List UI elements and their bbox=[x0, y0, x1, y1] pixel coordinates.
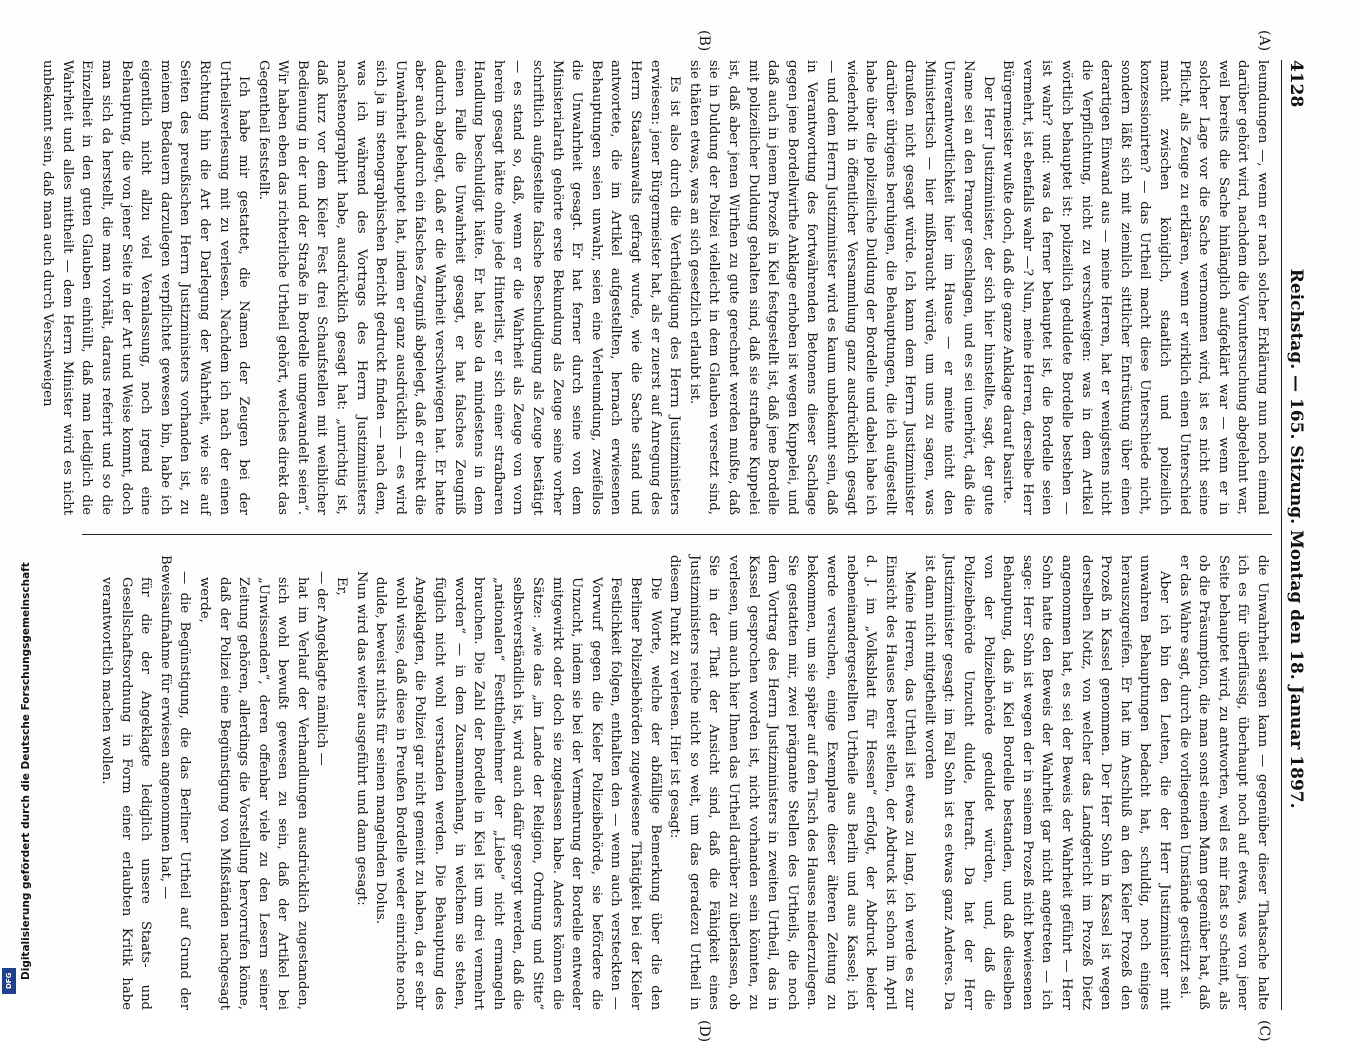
right-aside-1: — der Angeklagte nämlich — bbox=[314, 571, 330, 766]
page-header bbox=[1281, 60, 1310, 1010]
right-aside-2: — die Begünstigung, die das Berliner Urtheil auf Grund der Beweisaufnahme für erwiesen angenommen hat, — bbox=[157, 555, 193, 1010]
left-column bbox=[40, 60, 1272, 515]
margin-marker-a: (A) bbox=[1256, 30, 1272, 52]
left-paragraph-3: Es ist also durch die Vertheidigung des Herrn Justizministers erwiesen: jener Bürgermeister hat, als er zuerst auf Anregung des Herrn Staatsanwalts gefragt wurde, wie die Sache stand und antwortete, die im Artikel aufgestellten, hernach erwiesenen Behauptungen seien unwahr, seien eine Verleumdung, zweifellos die Unwahrheit gesagt. Er hat ferner durch seine von dem Ministerialrath gehörte erste Bekundung als Zeuge seine vorher schriftlich aufgestellte falsche Beschuldigung als Zeuge bestätigt — es stand so, daß, wenn er die Wahrheit als Zeuge von vorn herein gesagt hätte ohne jede Hinterlist, er sich einer strafbaren Handlung beschuldigt hätte. Er hat also da mindestens in dem einen Falle die Unwahrheit gesagt, er hat falsches Zeugniß dadurch abgelegt, daß er die Wahrheit verschwiegen hat. Er hatte aber auch dadurch ein falsches Zeugniß abgelegt, daß er direkt die Unwahrheit behauptet hat, indem er ganz ausdrücklich — es wird sich ja im stenographischen Bericht gedruckt finden — nach dem, was ich während des Vortrags des Herrn Justizministers nachstenographirt habe, ausdrücklich gesagt hat: „unrichtig ist, daß kurz vor dem Kieler Fest drei Schaufstellen mit weiblicher Bedienung in der und der Straße in Bordelle umgewandelt seien“. Wir haben eben das richterliche Urtheil gehört, welches direkt das Gegentheil feststellt. bbox=[255, 60, 683, 515]
left-paragraph-1: leumdungen —, wenn er nach solcher Erklärung nun noch einmal darüber gehört wird, nachdem die Voruntersuchung abgelehnt war, weil bereits die Sache hinlänglich aufgeklärt war — wenn er in solcher Lage vor die Sache vernommen wird, ist es nicht seine Pflicht, als Zeuge zu erklären, wenn er wirklich einen Unterschied macht zwischen königlich, staatlich und polizeilich konzessionirten? — das Urtheil macht diese Unterschiede nicht, sondern läßt sich mit ziemlich sittlicher Entrüstung über einen derartigen Einwand aus — meine Herren, hat er wenigstens nicht die Verpflichtung, nicht zu verschweigen: was in dem Artikel wörtlich behauptet ist: polizeilich geduldete Bordelle bestehen — ist wahr? und: was da ferner behauptet ist, die Bordelle seien vermehrt, ist ebenfalls wahr —? Nun, meine Herren, derselbe Herr Bürgermeister wußte doch, daß die ganze Anklage darauf basirte. bbox=[1000, 60, 1270, 515]
margin-marker-b: (B) bbox=[696, 30, 712, 52]
right-column bbox=[82, 555, 1272, 1010]
right-paragraph-1: die Unwahrheit sagen kann — gegenüber dieser Thatsache halte ich es für überflüssig, überhaupt noch auf etwas, was von jener Seite behauptet wird, zu antworten, weil es mir fast so scheint, als ob die Präsumption, die man sonst einem Mann gegenüber hat, daß er das Wahre sagt, durch die vorliegenden Umstände gestürzt sei. bbox=[1176, 555, 1270, 1010]
margin-marker-d: (D) bbox=[696, 1020, 712, 1042]
left-paragraph-4: Ich habe mir gestattet, die Namen der Zeugen bei der Urtheilsverlesung mit zu verlesen. Nachdem ich nach der einen Richtung hin die Art der Darlegung der Wahrheit, wie sie auf Seiten des preußischen Herrn Justizministers vorhanden ist, zu meinem Bedauern darzulegen verpflichtet gewesen bin, habe ich eigentlich nicht allzu viel Veranlassung, noch irgend eine Behauptung, die von jener Seite in der Art und Weise kommt, doch man sich da herstellt, die man vorhält, daraus referirt und so die Einzelheit in den guten Glauben einhüllt, daß man lediglich die Wahrheit und alles mittheilt — dem Herrn Minister wird es nicht unbekannt sein, daß man auch durch Verschweigen bbox=[40, 60, 252, 515]
dfg-logo-text: DFG bbox=[5, 972, 13, 990]
dfg-logo-icon bbox=[2, 968, 16, 994]
left-paragraph-2: Der Herr Justizminister, der sich hier hinstellte, sagt, der gute Name sei an den Pranger geschlagen, und es sei unerhört, daß die Unverantwortlichkeit hier im Hause — er meinte nicht den Ministertisch — hier mißbraucht würde, um uns zu sagen, was draußen nicht gesagt würde. Ich kann dem Herrn Justizminister darüber übrigens beruhigen, die Behauptungen, die ich aufgestellt habe über die polizeiliche Duldung der Bordelle und dabei habe ich wiederholt in öffentlicher Versammlung ganz ausdrücklich gesagt — und dem Herrn Justizminister wird es kaum unbekannt sein, daß in Verantwortung des fortwährenden Betonens dieser Sachlage gegen jene Bordellwirthe Anklage erhoben ist wegen Kuppelei, und daß auch in jenem Prozeß in Kiel festgestellt ist, daß jene Bordelle mit polizeilicher Duldung gehalten sind, daß sie strafbare Kuppelei ist, daß aber jenen Wirthen zu gute gerechnet werden mußte, daß sie in Duldung der Polizei vielleicht in dem Glauben versetzt sind, sie thäten etwas, was an sich gesetzlich erlaubt ist. bbox=[686, 60, 996, 515]
right-paragraph-3: Meine Herren, das Urtheil ist etwas zu lang, ich werde es zur Einsicht des Hauses bereit stellen, der Abdruck ist schon im April d. J. im „Volksblatt für Hessen“ erfolgt, der Abdruck beider nebeneinandergestellten Urtheile aus Berlin und aus Kassel; ich werde versuchen, einige Exemplare dieser älteren Zeitung zu bekommen, um sie später auf den Tisch des Hauses niederzulegen. Sie gestatten mir, zwei prägnante Stellen des Urtheils, die noch dem Vortrag des Herrn Justizministers in zweiten Urtheil, das in Kassel gesprochen worden ist, nicht vorhanden sein könnten, zu verlesen, um auch hier Ihnen das Urtheil darüber zu überlassen, ob Sie in der That der Ansicht sind, daß die Fähigkeit eines Justizministers reiche nicht so weit, um das geradezu Urtheil in diesem Punkt zu verlesen. Hier ist gesagt: bbox=[667, 555, 918, 1010]
right-quote-4: für die der Angeklagte lediglich unsere Staats- und Gesellschaftsordnung in Form einer erlaubten Kritik habe verantwortlich machen wollen. bbox=[98, 577, 154, 1010]
column-divider bbox=[82, 534, 1272, 535]
page-number: 4128 bbox=[1286, 60, 1306, 108]
digitization-note: Digitalisierung gefördert durch die Deutsche Forschungsgemeinschaft bbox=[20, 562, 32, 980]
rotated-page-content bbox=[40, 30, 1310, 1042]
margin-marker-c: (C) bbox=[1256, 1020, 1272, 1042]
right-quote-1: Die Worte, welche der abfällige Bemerkung über die den Berliner Polizeibehörden zugewiesene Thätigkeit bei der Kieler Festlichkeit folgen, enthalten den — wenn auch versteckten — Vorwurf gegen die Kieler Polizeibehörde, sie befördere die Unzucht, indem sie bei der Vermehrung der Bordelle entweder mitgewirkt oder doch sie zugelassen habe. Anders können die Sätze: „wie das „im Lande der Religion, Ordnung und Sitte“ selbstverständlich ist, wird auch dafür gesorgt werden, daß die „nationalen“ Festtheilnehmer der „Liebe“ nicht ermangeln brauchen. Die Zahl der Bordelle in Kiel ist um drei vermehrt worden“ — in dem Zusammenhang, in welchem sie stehen, füglich nicht wohl verstanden werden. Die Behauptung des Angeklagten, die Polizei gar nicht gemeint zu haben, da er sehr wohl wisse, daß diese in Preußen Bordelle weder einrichte noch dulde, beweist nichts für seinen mangelnden Dolus. bbox=[373, 577, 663, 1010]
text-columns bbox=[40, 30, 1272, 1042]
digitization-footer bbox=[6, 562, 32, 1000]
right-quote-2: Er, bbox=[334, 577, 350, 596]
page-title: Reichstag. — 165. Sitzung. Montag den 18. Januar 1897. bbox=[1286, 268, 1306, 809]
right-quote-3: hat im Verlauf der Verhandlungen ausdrücklich zugestanden, sich wohl bewußt gewesen zu sein, daß der Artikel bei „Unwissenden“, deren offenbar viele zu den Lesern seiner Zeitung gehören, allerdings die Vorstellung hervorrufen könne, daß der Polizei eine Begünstigung von Mißständen nachgesagt werde, bbox=[196, 577, 310, 1010]
right-paragraph-2: Aber ich bin den Leuten, die der Herr Justizminister mit unwahren Behauptungen bedacht hat, schuldig, noch einiges herauszugreifen. Er hat im Anschluß an den Kieler Prozeß den Prozeß in Kassel genommen. Der Herr Sohn in Kassel ist wegen derselben Notiz, von welcher das Landgericht im Prozeß Dietz angenommen hat, es sei der Beweis der Wahrheit geführt — Herr Sohn hatte den Beweis der Wahrheit gar nicht angetreten — ich sage: Herr Sohn ist wegen der in seinem Prozeß nicht bewiesenen Behauptung, daß in Kiel Bordelle bestanden, und daß dieselben von der Polizeibehörde geduldet würden, und, daß die Polizeibehörde Unzucht dulde, betraft. Da hat der Herr Justizminister gesagt: im Fall Sohn ist es etwas ganz Anderes. Da ist dann nicht mitgetheilt worden bbox=[921, 555, 1173, 1010]
right-paragraph-4: Nun wird das weiter ausgeführt und dann gesagt: bbox=[353, 571, 369, 906]
